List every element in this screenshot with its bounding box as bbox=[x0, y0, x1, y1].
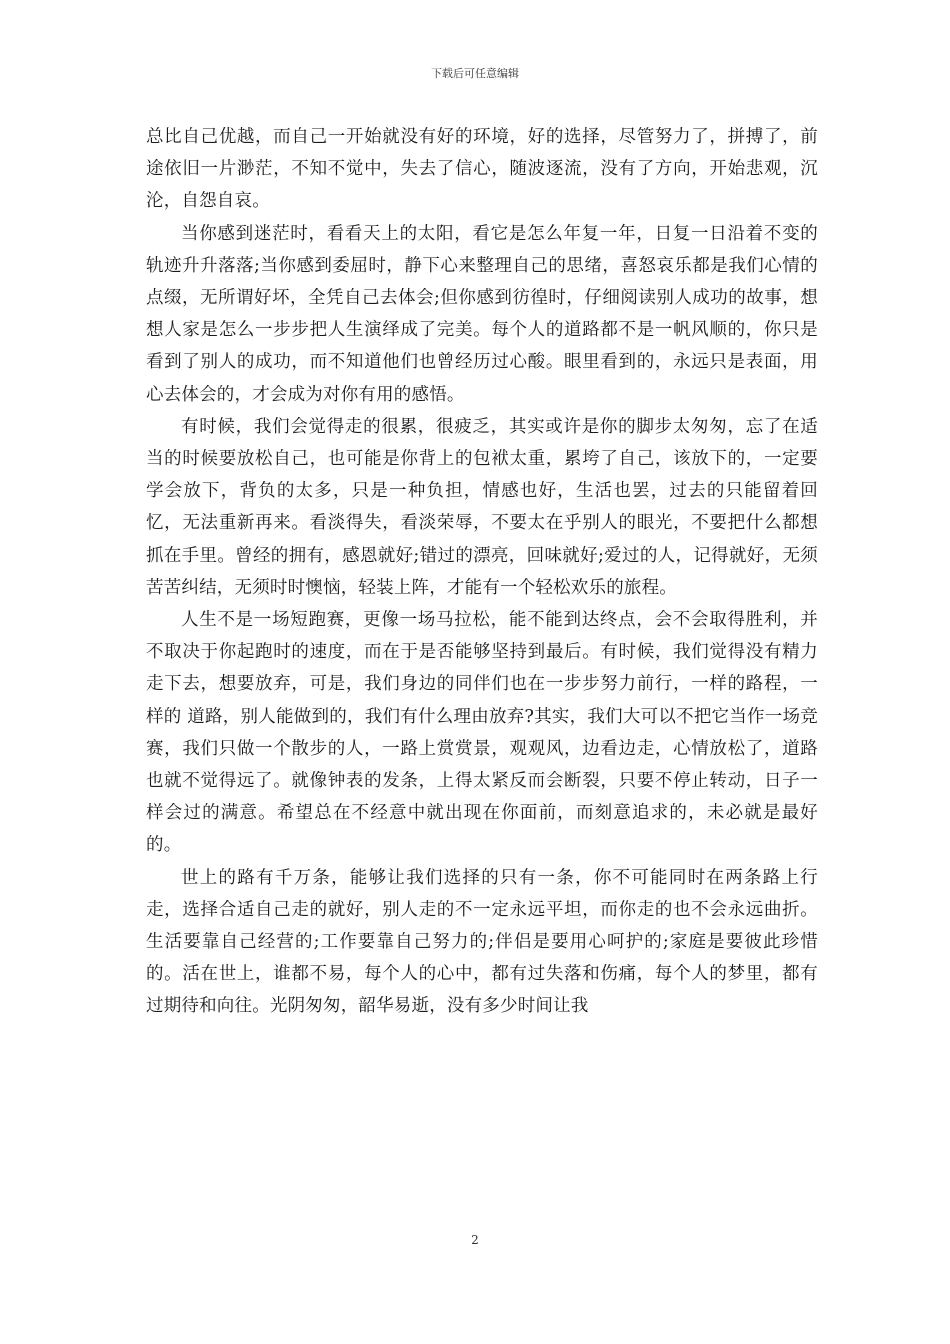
paragraph-3: 有时候，我们会觉得走的很累，很疲乏，其实或许是你的脚步太匆匆，忘了在适当的时候要放松自己，也可能是你背上的包袱太重，累垮了自己，该放下的，一定要学会放下，背负的太多，只是一种负担，情感也好，生活也罢，过去的只能留着回忆，无法重新再来。看淡得失，看淡荣辱，不要太在乎别人的眼光，不要把什么都想抓在手里。曾经的拥有，感恩就好;错过的漂亮，回味就好;爱过的人，记得就好，无须苦苦纠结，无须时时懊恼，轻装上阵，才能有一个轻松欢乐的旅程。 bbox=[146, 416, 818, 598]
paragraph-5: 世上的路有千万条，能够让我们选择的只有一条，你不可能同时在两条路上行走，选择合适自己走的就好，别人走的不一定永远平坦，而你走的也不会永远曲折。生活要靠自己经营的;工作要靠自己努力的;伴侣是要用心呵护的;家庭是要彼此珍惜的。活在世上，谁都不易，每个人的心中，都有过失落和伤痛，每个人的梦里，都有过期待和向往。光阴匆匆，韶华易逝，没有多少时间让我 bbox=[146, 867, 818, 1017]
paragraph-4: 人生不是一场短跑赛，更像一场马拉松，能不能到达终点，会不会取得胜利，并不取决于你起跑时的速度，而在于是否能够坚持到最后。有时候，我们觉得没有精力走下去，想要放弃，可是，我们身边的同伴们也在一步步努力前行，一样的路程，一样的 道路，别人能做到的，我们有什么理由放弃?其实，我们大可以不把它当作一场竞赛，我们只做一个散步的人，一路上赏赏景，观观风，边看边走，心情放松了，道路也就不觉得远了。就像钟表的发条，上得太紧反而会断裂，只要不停止转动，日子一样会过的满意。希望总在不经意中就出现在你面前，而刻意追求的，未必就是最好的。 bbox=[146, 610, 818, 856]
page-number: 2 bbox=[471, 1233, 479, 1247]
paragraph-1: 总比自己优越，而自己一开始就没有好的环境，好的选择，尽管努力了，拼搏了，前途依旧一片渺茫，不知不觉中，失去了信心，随波逐流，没有了方向，开始悲观，沉沦，自怨自哀。 bbox=[146, 127, 818, 212]
page-header: 下载后可任意编辑 bbox=[431, 67, 519, 80]
paragraph-2: 当你感到迷茫时，看看天上的太阳，看它是怎么年复一年，日复一日沿着不变的轨迹升升落落;当你感到委屈时，静下心来整理自己的思绪，喜怒哀乐都是我们心情的点缀，无所谓好坏，全凭自己去体会;但你感到彷徨时，仔细阅读别人成功的故事，想想人家是怎么一步步把人生演绎成了完美。每个人的道路都不是一帆风顺的，你只是看到了别人的成功，而不知道他们也曾经历过心酸。眼里看到的，永远只是表面，用心去体会的，才会成为对你有用的感悟。 bbox=[146, 223, 818, 405]
body-text bbox=[146, 121, 818, 1023]
